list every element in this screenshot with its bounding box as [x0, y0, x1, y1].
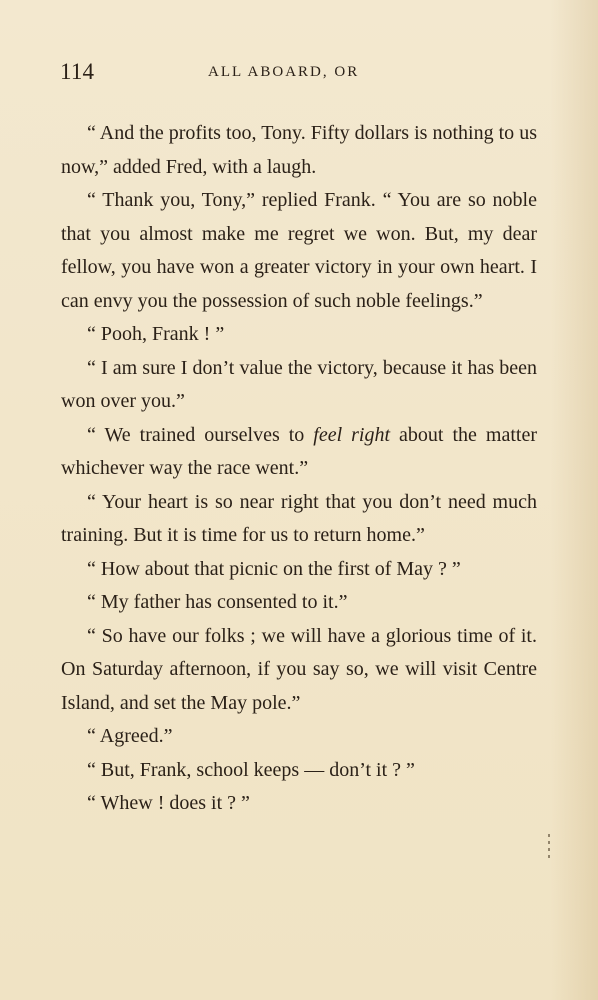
paragraph-5 — [61, 419, 537, 486]
running-title: ALL ABOARD, OR — [208, 64, 360, 80]
paragraph-7: “ How about that picnic on the first of May ? ” — [87, 557, 461, 580]
paragraph-1: “ And the profits too, Tony. Fifty dollars is nothing to us now,” added Fred, with a laugh. — [61, 122, 537, 178]
paragraph-11: “ But, Frank, school keeps — don’t it ? ” — [87, 758, 415, 781]
paragraph-5-before: “ We trained ourselves to — [87, 423, 314, 446]
page-header — [60, 59, 536, 85]
paragraph-4: “ I am sure I don’t value the victory, because it has been won over you.” — [61, 356, 537, 412]
paragraph-5-after: about the matter whichever way the race went.” — [61, 423, 537, 479]
main-text — [61, 117, 537, 821]
paragraph-5-emphasis: feel right — [313, 423, 391, 446]
page-number: 114 — [60, 59, 95, 84]
paragraph-9: “ So have our folks ; we will have a glorious time of it. On Saturday afternoon, if you say so, we will visit Centre Island, and set the May pole.” — [61, 624, 537, 714]
paragraph-12: “ Whew ! does it ? ” — [87, 792, 250, 814]
paragraph-10: “ Agreed.” — [87, 725, 173, 747]
paragraph-8: “ My father has consented to it.” — [87, 591, 348, 613]
paragraph-6: “ Your heart is so near right that you don’t need much training. But it is time for us to return home.” — [61, 490, 537, 546]
paragraph-2: “ Thank you, Tony,” replied Frank. “ You are so noble that you almost make me regret we won. But, my dear fellow, you have won a greater victory in your own heart. I can envy you the possession of such noble feelings.” — [61, 189, 537, 312]
paragraph-3: “ Pooh, Frank ! ” — [87, 323, 225, 345]
margin-mark — [548, 834, 550, 862]
